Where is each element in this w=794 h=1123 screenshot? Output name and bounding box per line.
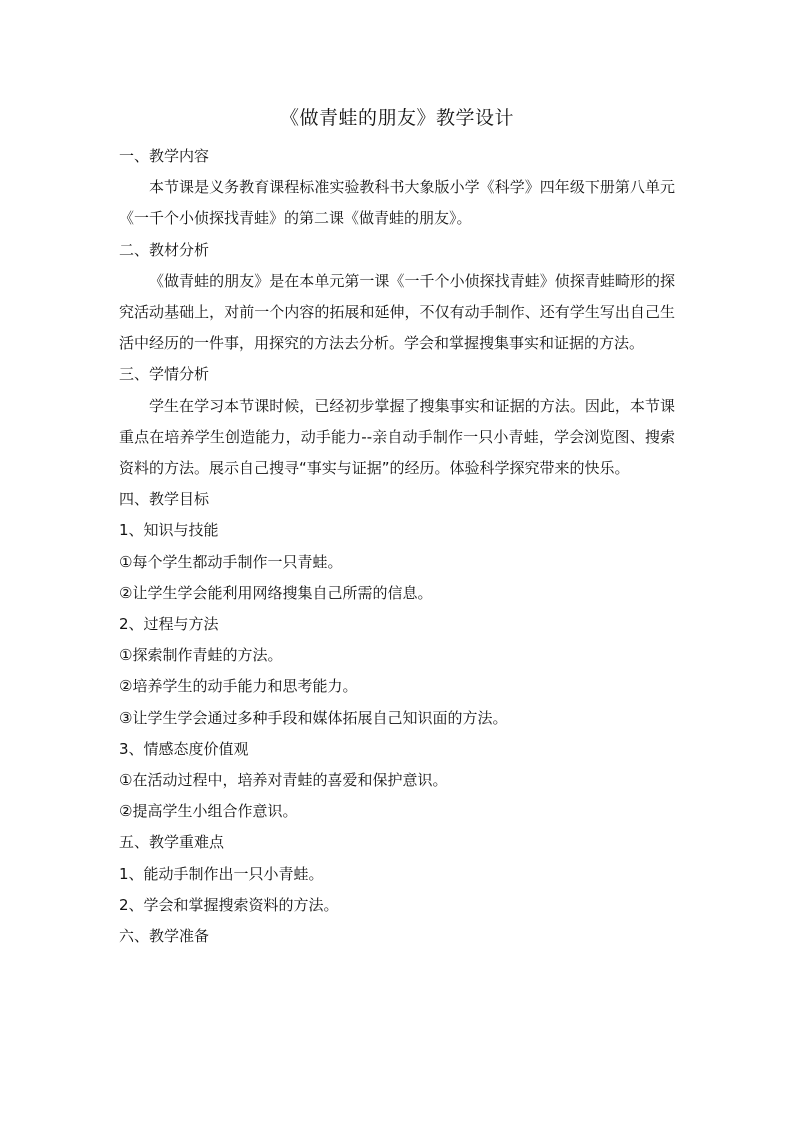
list-item: ③让学生学会通过多种手段和媒体拓展自己知识面的方法。 [119, 708, 508, 727]
list-item: ②让学生学会能利用网络搜集自己所需的信息。 [119, 583, 433, 602]
list-item: ②培养学生的动手能力和思考能力。 [119, 677, 358, 696]
section-heading-key-points: 五、教学重难点 [119, 833, 225, 852]
list-item: ①在活动过程中，培养对青蛙的喜爱和保护意识。 [119, 771, 448, 790]
list-item: ②提高学生小组合作意识。 [119, 802, 298, 821]
list-item: 2、过程与方法 [119, 615, 219, 634]
document-title: 《做青蛙的朋友》教学设计 [279, 107, 514, 129]
list-item: 3、情感态度价值观 [119, 739, 249, 758]
section-heading-student-analysis: 三、学情分析 [119, 365, 210, 384]
document-page [119, 103, 675, 952]
section-paragraph: 《做青蛙的朋友》是在本单元第一课《一千个小侦探找青蛙》侦探青蛙畸形的探究活动基础上，对前一个内容的拓展和延伸，不仅有动手制作、还有学生写出自己生活中经历的一件事，用探究的方法去分析。学会和掌握搜集事实和证据的方法。 [119, 271, 675, 353]
section-paragraph: 学生在学习本节课时候，已经初步掌握了搜集事实和证据的方法。因此，本节课重点在培养学生创造能力，动手能力--亲自动手制作一只小青蛙，学会浏览图、搜索资料的方法。展示自己搜寻“事实与证据”的经历。体验科学探究带来的快乐。 [119, 396, 675, 478]
section-heading-preparation: 六、教学准备 [119, 927, 210, 946]
section-heading-teaching-goals: 四、教学目标 [119, 490, 210, 509]
list-item: ①探索制作青蛙的方法。 [119, 646, 283, 665]
section-heading-teaching-content: 一、教学内容 [119, 147, 210, 165]
list-item: 1、知识与技能 [119, 521, 219, 540]
list-item: 2、学会和掌握搜索资料的方法。 [119, 895, 339, 914]
section-heading-material-analysis: 二、教材分析 [119, 240, 210, 259]
list-item: ①每个学生都动手制作一只青蛙。 [119, 552, 343, 571]
list-item: 1、能动手制作出一只小青蛙。 [119, 864, 324, 883]
section-paragraph: 本节课是义务教育课程标准实验教科书大象版小学《科学》四年级下册第八单元《一千个小侦探找青蛙》的第二课《做青蛙的朋友》。 [119, 178, 675, 228]
